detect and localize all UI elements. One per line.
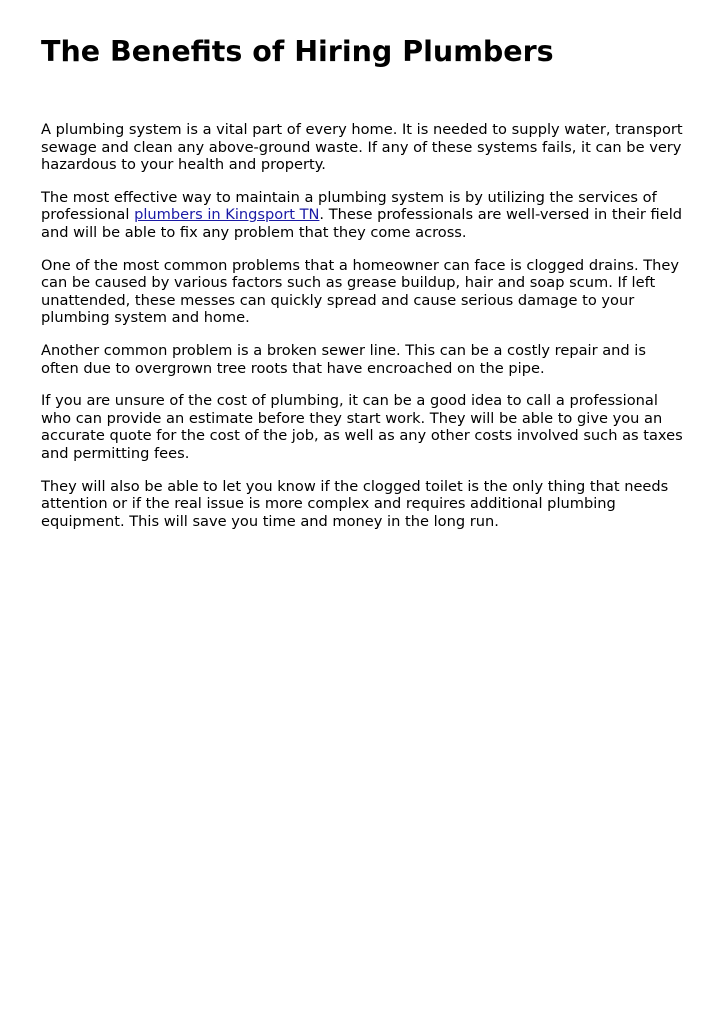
article-body [41, 121, 686, 545]
paragraph-sewer-line: Another common problem is a broken sewer line. This can be a costly repair and is often due to overgrown tree roots that have encroached on the pipe. [41, 341, 646, 377]
paragraph-cost-estimate: If you are unsure of the cost of plumbing, it can be a good idea to call a professional who can provide an estimate before they start work. They will be able to give you an accurate quote for the cost of the job, as well as any other costs involved such as taxes and permitting fees. [41, 392, 683, 462]
paragraph-intro: A plumbing system is a vital part of every home. It is needed to supply water, transport sewage and clean any above-ground waste. If any of these systems fails, it can be very hazardous to your health and property. [41, 121, 683, 174]
paragraph-clogged-drains: One of the most common problems that a homeowner can face is clogged drains. They can be caused by various factors such as grease buildup, hair and soap scum. If left unattended, these messes can quickly spread and cause serious damage to your plumbing system and home. [41, 256, 680, 327]
page-title: The Benefits of Hiring Plumbers [41, 35, 554, 68]
paragraph-clogged-toilet: They will also be able to let you know if the clogged toilet is the only thing that needs attention or if the real issue is more complex and requires additional plumbing equipment. This will save you time and money in the long run. [41, 477, 669, 530]
paragraph-text-after-link: . These professionals are well-versed in their field and will be able to fix any problem that they come across. [41, 206, 683, 241]
paragraph-text-before-link: The most effective way to maintain a plumbing system is by utilizing the services of professional [41, 188, 657, 224]
paragraph-professionals [41, 189, 686, 242]
plumbers-kingsport-link[interactable]: plumbers in Kingsport TN [134, 206, 320, 224]
